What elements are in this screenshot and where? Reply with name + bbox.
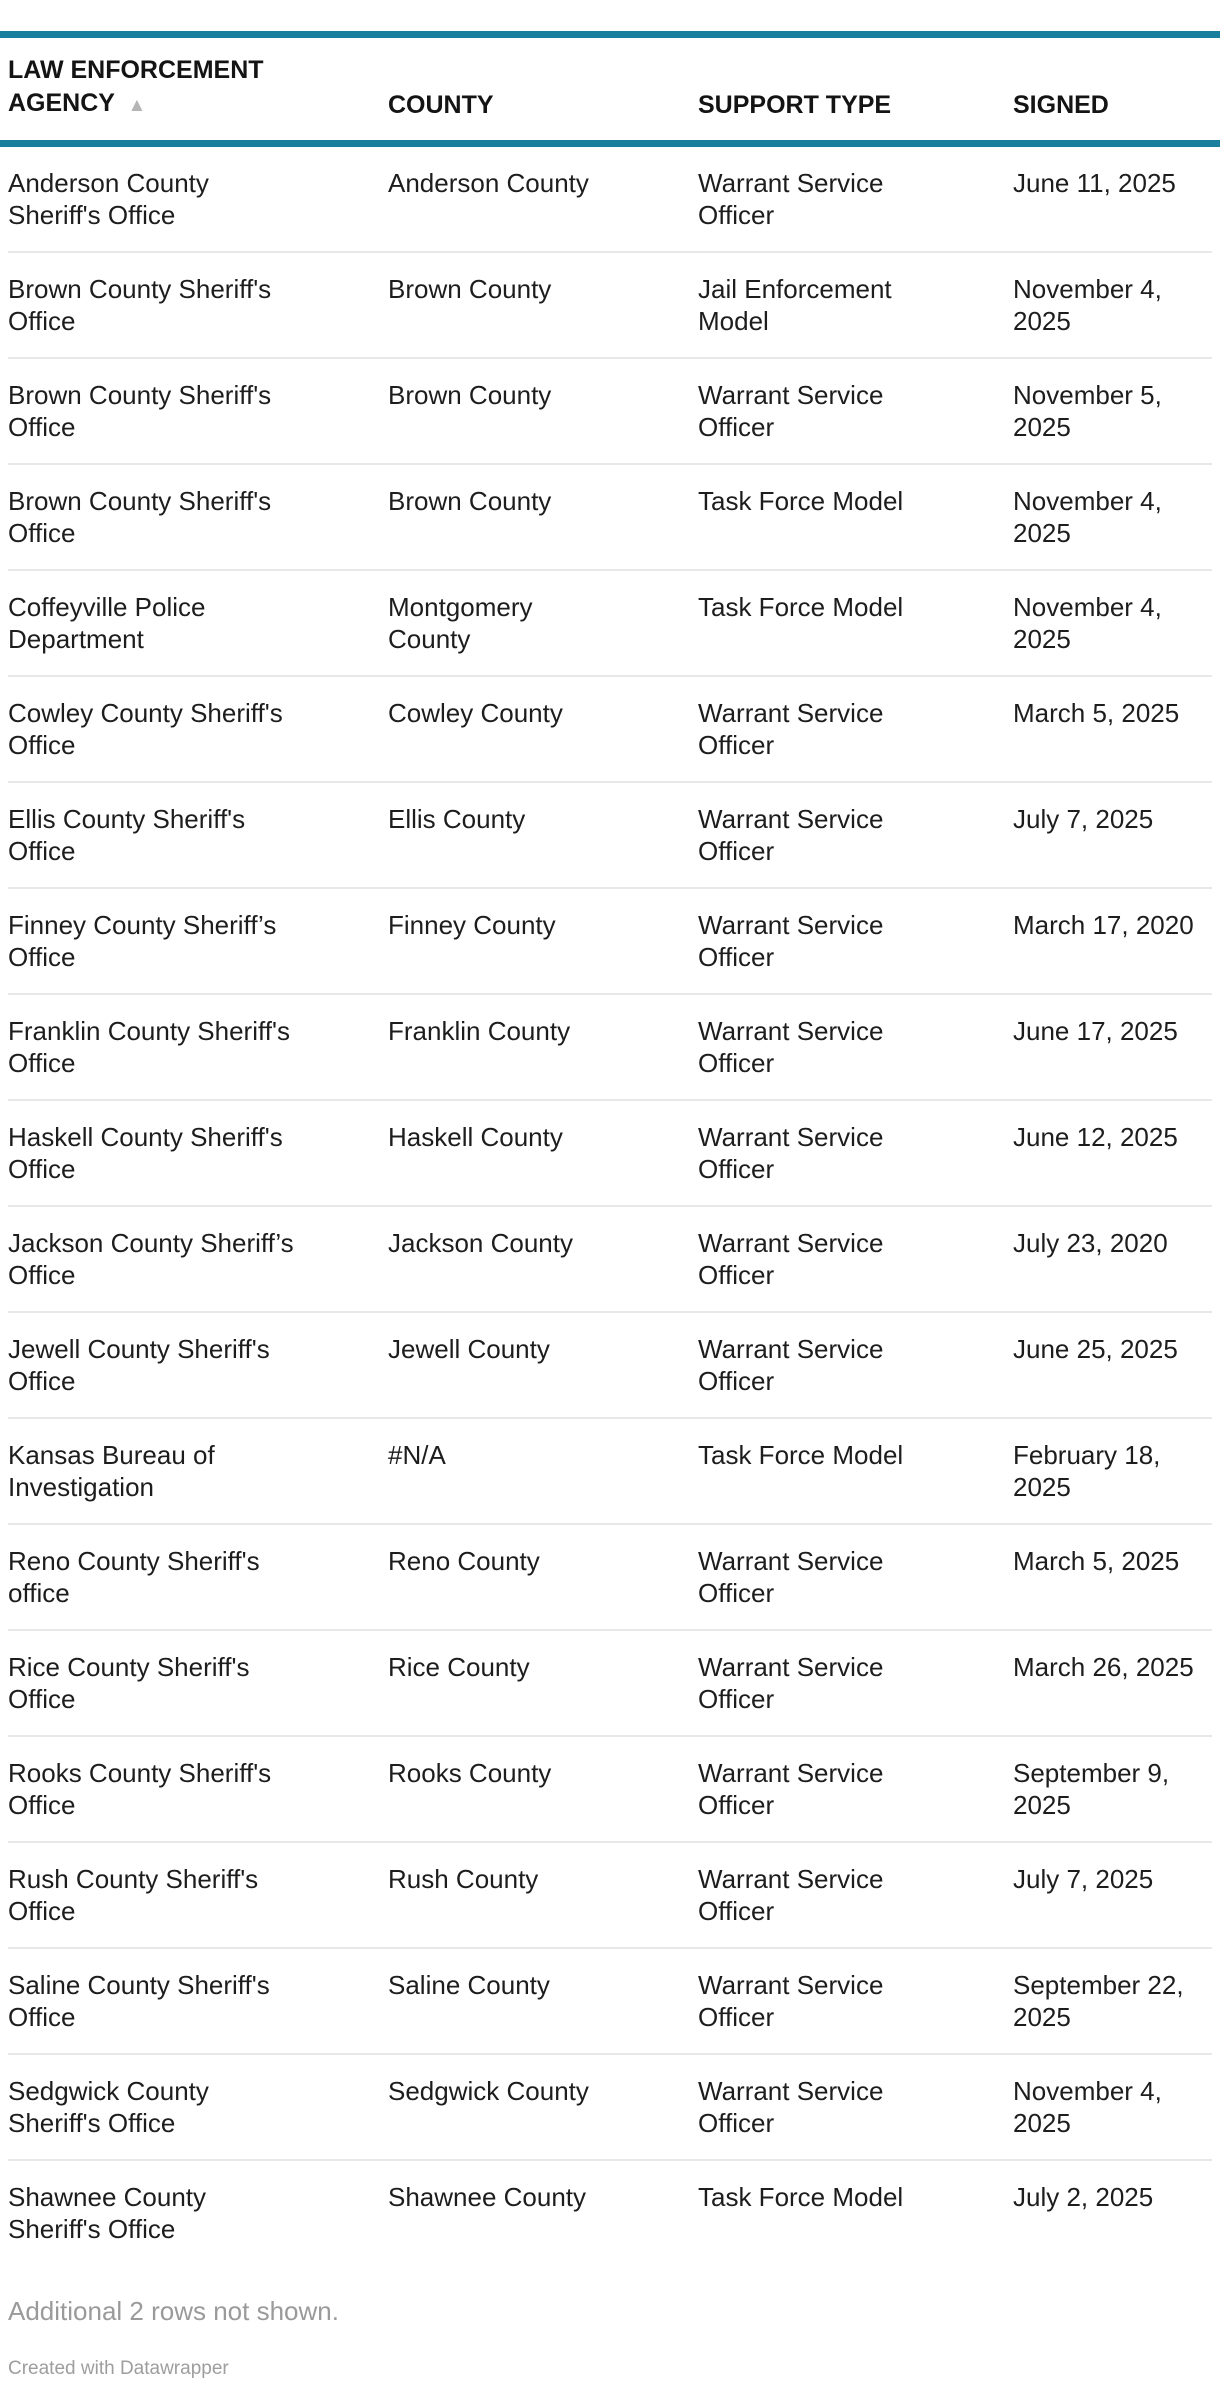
cell-agency: Franklin County Sheriff's Office [8,1016,290,1078]
cell-agency: Rush County Sheriff's Office [8,1864,259,1926]
cell-signed-date: June 17, 2025 [1013,1016,1178,1046]
cell-county: Shawnee County [388,2182,587,2212]
column-header-agency[interactable] [8,54,308,122]
cell-agency: Saline County Sheriff's Office [8,1970,270,2032]
cell-support-type: Task Force Model [698,2182,904,2212]
header-bottom-rule [0,140,1220,147]
cell-support-type: Warrant Service Officer [698,168,884,230]
table-row [8,1101,1212,1207]
datawrapper-attribution[interactable]: Created with Datawrapper [8,2358,229,2379]
cell-signed-date: July 7, 2025 [1013,1864,1154,1894]
cell-county: Brown County [388,486,552,516]
cell-support-type: Warrant Service Officer [698,1970,884,2032]
cell-signed-date: June 25, 2025 [1013,1334,1178,1364]
cell-county: Jackson County [388,1228,573,1258]
cell-support-type: Warrant Service Officer [698,804,884,866]
table-row [8,783,1212,889]
table-row [8,889,1212,995]
cell-support-type: Warrant Service Officer [698,1016,884,1078]
cell-signed-date: March 5, 2025 [1013,1546,1180,1576]
cell-agency: Sedgwick County Sheriff's Office [8,2076,209,2138]
cell-signed-date: July 7, 2025 [1013,804,1154,834]
cell-signed-date: July 2, 2025 [1013,2182,1154,2212]
cell-agency: Rice County Sheriff's Office [8,1652,250,1714]
cell-county: Haskell County [388,1122,563,1152]
cell-support-type: Warrant Service Officer [698,1122,884,1184]
cell-agency: Jackson County Sheriff’s Office [8,1228,294,1290]
table-header-row [8,38,1212,140]
table-row [8,1525,1212,1631]
cell-signed-date: March 5, 2025 [1013,698,1180,728]
header-top-rule [0,31,1220,38]
cell-agency: Rooks County Sheriff's Office [8,1758,272,1820]
cell-signed-date: September 9, 2025 [1013,1758,1170,1820]
cell-county: Saline County [388,1970,550,2000]
cell-signed-date: March 26, 2025 [1013,1652,1194,1682]
cell-agency: Anderson County Sheriff's Office [8,168,209,230]
column-header-signed[interactable] [1013,89,1208,122]
table-row [8,1949,1212,2055]
table-row [8,253,1212,359]
cell-county: Brown County [388,380,552,410]
cell-county: Sedgwick County [388,2076,589,2106]
cell-agency: Haskell County Sheriff's Office [8,1122,283,1184]
column-header-signed-label: SIGNED [1013,91,1109,119]
cell-support-type: Warrant Service Officer [698,698,884,760]
cell-county: Finney County [388,910,556,940]
cell-county: Brown County [388,274,552,304]
table-row [8,359,1212,465]
cell-agency: Kansas Bureau of Investigation [8,1440,215,1502]
table-row [8,1313,1212,1419]
cell-signed-date: November 4, 2025 [1013,274,1162,336]
column-header-county-label: COUNTY [388,91,494,119]
table-row [8,2055,1212,2161]
cell-county: Anderson County [388,168,589,198]
cell-agency: Brown County Sheriff's Office [8,274,272,336]
cell-support-type: Warrant Service Officer [698,380,884,442]
cell-support-type: Warrant Service Officer [698,1546,884,1608]
cell-support-type: Warrant Service Officer [698,2076,884,2138]
cell-agency: Brown County Sheriff's Office [8,380,272,442]
column-header-county[interactable] [388,89,698,122]
table-row [8,147,1212,253]
cell-signed-date: November 5, 2025 [1013,380,1162,442]
table-row [8,2161,1212,2265]
cell-agency: Reno County Sheriff's office [8,1546,260,1608]
table-body [8,147,1212,2265]
cell-agency: Finney County Sheriff’s Office [8,910,277,972]
cell-support-type: Warrant Service Officer [698,1652,884,1714]
rows-not-shown-note: Additional 2 rows not shown. [8,2296,339,2326]
table-row [8,995,1212,1101]
cell-signed-date: July 23, 2020 [1013,1228,1168,1258]
sort-ascending-icon: ▲ [127,95,147,116]
cell-signed-date: September 22, 2025 [1013,1970,1184,2032]
cell-agency: Cowley County Sheriff's Office [8,698,283,760]
table-row [8,571,1212,677]
cell-county: #N/A [388,1440,446,1470]
cell-county: Montgomery County [388,592,533,654]
cell-county: Cowley County [388,698,563,728]
column-header-support-type-label: SUPPORT TYPE [698,91,892,119]
cell-signed-date: November 4, 2025 [1013,592,1162,654]
column-header-agency-label: LAW ENFORCEMENT AGENCY [8,56,264,117]
cell-support-type: Warrant Service Officer [698,1864,884,1926]
cell-support-type: Warrant Service Officer [698,910,884,972]
cell-support-type: Task Force Model [698,486,904,516]
cell-county: Franklin County [388,1016,571,1046]
table-row [8,677,1212,783]
cell-agency: Brown County Sheriff's Office [8,486,272,548]
cell-agency: Jewell County Sheriff's Office [8,1334,270,1396]
cell-support-type: Task Force Model [698,592,904,622]
cell-county: Rice County [388,1652,530,1682]
cell-support-type: Warrant Service Officer [698,1228,884,1290]
cell-agency: Coffeyville Police Department [8,592,206,654]
table-row [8,1631,1212,1737]
cell-signed-date: March 17, 2020 [1013,910,1194,940]
table-row [8,1207,1212,1313]
table-row [8,1843,1212,1949]
cell-county: Rush County [388,1864,539,1894]
table-row [8,1419,1212,1525]
cell-support-type: Jail Enforcement Model [698,274,892,336]
cell-support-type: Warrant Service Officer [698,1758,884,1820]
cell-signed-date: June 11, 2025 [1013,168,1176,198]
cell-agency: Shawnee County Sheriff's Office [8,2182,207,2244]
cell-county: Ellis County [388,804,526,834]
cell-support-type: Warrant Service Officer [698,1334,884,1396]
table-row [8,465,1212,571]
column-header-support-type[interactable] [698,89,1013,122]
table-row [8,1737,1212,1843]
cell-county: Jewell County [388,1334,550,1364]
cell-county: Reno County [388,1546,540,1576]
cell-signed-date: November 4, 2025 [1013,486,1162,548]
cell-signed-date: February 18, 2025 [1013,1440,1161,1502]
cell-support-type: Task Force Model [698,1440,904,1470]
cell-county: Rooks County [388,1758,552,1788]
cell-signed-date: June 12, 2025 [1013,1122,1178,1152]
cell-signed-date: November 4, 2025 [1013,2076,1162,2138]
cell-agency: Ellis County Sheriff's Office [8,804,246,866]
